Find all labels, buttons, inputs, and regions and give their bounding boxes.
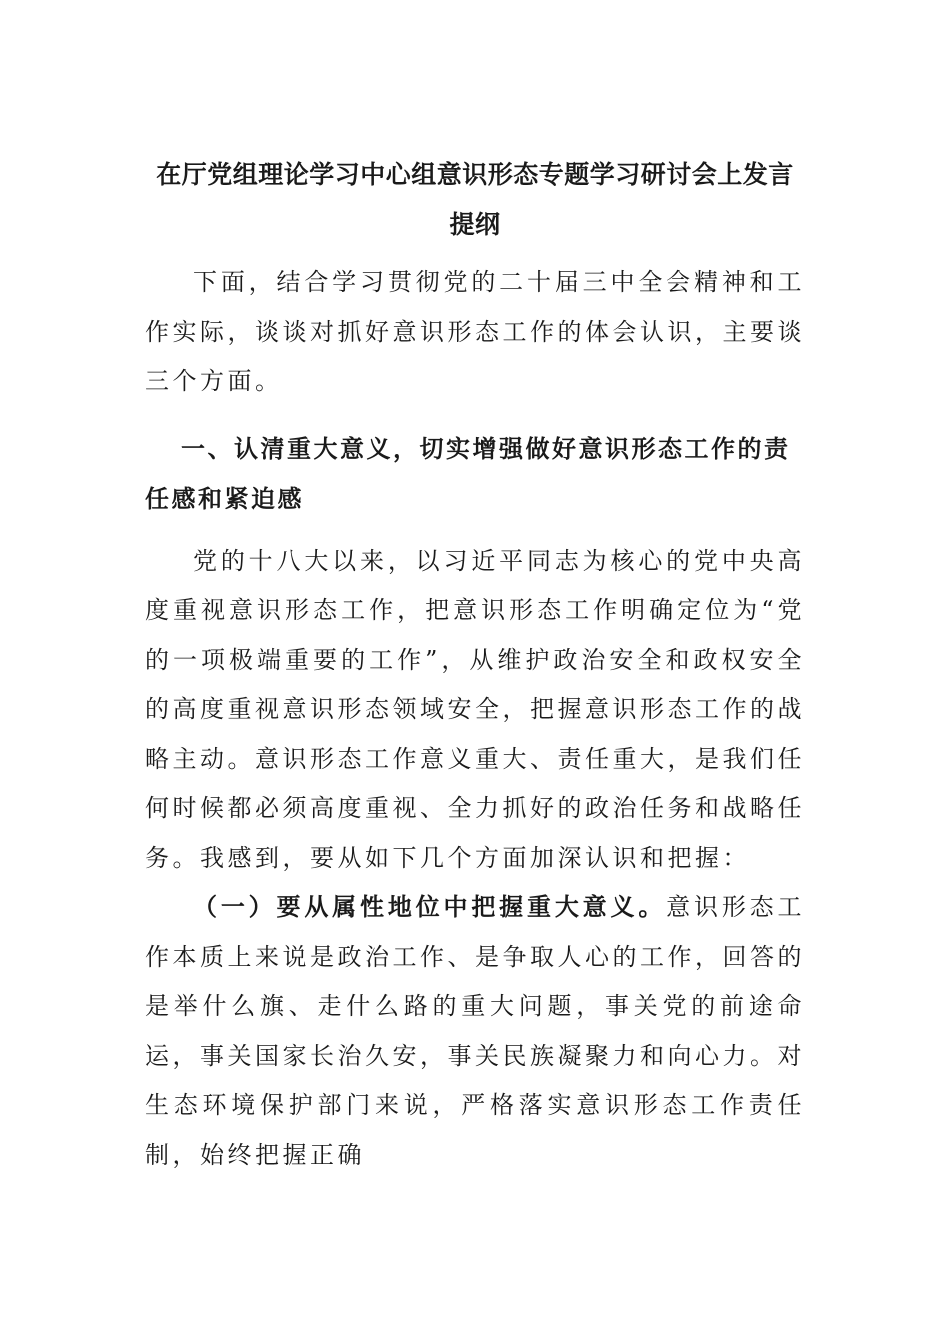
subsection-1-text: 意识形态工作本质上来说是政治工作、是争取人心的工作，回答的是举什么旗、走什么路的重大问题，事关党的前途命运，事关国家长治久安，事关民族凝聚力和向心力。对生态环境保护部门来说，严格落实意识形态工作责任制，始终把握正确 xyxy=(145,893,806,1169)
subsection-1-lead: （一）要从属性地位中把握重大意义。 xyxy=(193,893,667,921)
section-1-heading: 一、认清重大意义，切实增强做好意识形态工作的责任感和紧迫感 xyxy=(145,434,791,513)
document-body xyxy=(145,150,805,1180)
document-title: 在厅党组理论学习中心组意识形态专题学习研讨会上发言提纲 xyxy=(156,160,794,239)
section-1-paragraph: 党的十八大以来，以习近平同志为核心的党中央高度重视意识形态工作，把意识形态工作明确定位为“党的一项极端重要的工作”，从维护政治安全和政权安全的高度重视意识形态领域安全，把握意识形态工作的战略主动。意识形态工作意义重大、责任重大，是我们任何时候都必须高度重视、全力抓好的政治任务和战略任务。我感到，要从如下几个方面加深认识和把握： xyxy=(145,546,805,872)
subsection-1-paragraph xyxy=(145,883,805,1180)
intro-paragraph: 下面，结合学习贯彻党的二十届三中全会精神和工作实际，谈谈对抓好意识形态工作的体会认识，主要谈三个方面。 xyxy=(145,268,805,395)
